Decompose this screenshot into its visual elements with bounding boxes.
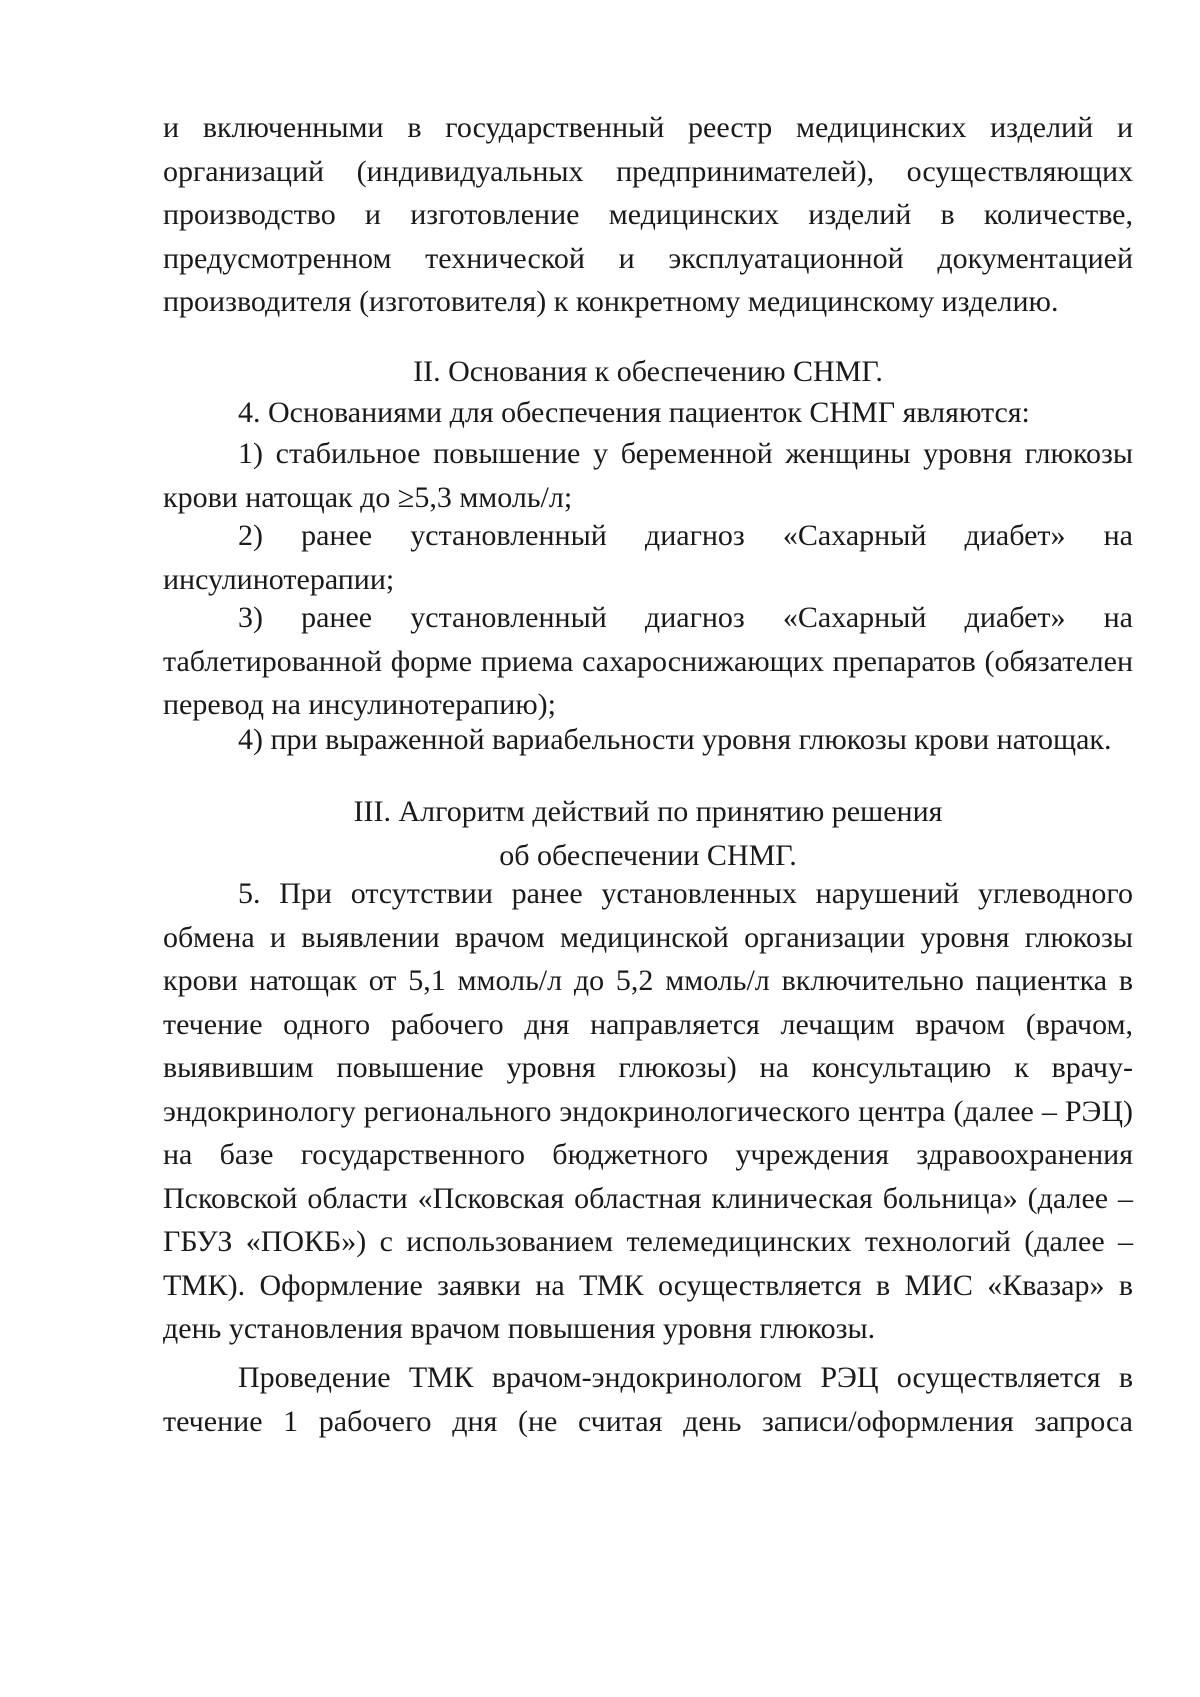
paragraph-4-item-2: 2) ранее установленный диагноз «Сахарный диабет» на инсулинотерапии; — [163, 519, 1133, 596]
paragraph-4-item-3: 3) ранее установленный диагноз «Сахарный диабет» на таблетированной форме приема сахароснижающих препаратов (обязателен перевод на инсулинотерапию); — [163, 601, 1133, 721]
paragraph-5: 5. При отсутствии ранее установленных нарушений углеводного обмена и выявлении врачом медицинской организации уровня глюкозы крови натощак от 5,1 ммоль/л до 5,2 ммоль/л включительно пациентка в течение одного рабочего дня направляется лечащим врачом (врачом, выявившим повышение уровня глюкозы) на консультацию к врачу-эндокринологу регионального эндокринологического центра (далее – РЭЦ) на базе государственного бюджетного учреждения здравоохранения Псковской области «Псковская областная клиническая больница» (далее – ГБУЗ «ПОКБ») с использованием телемедицинских технологий (далее – ТМК). Оформление заявки на ТМК осуществляется в МИС «Квазар» в день установления врачом повышения уровня глюкозы. — [163, 877, 1133, 1345]
paragraph-4-item-1: 1) стабильное повышение у беременной женщины уровня глюкозы крови натощак до ≥5,3 ммоль/л; — [163, 437, 1133, 514]
section-3-heading-line-2: об обеспечении СНМГ. — [499, 838, 797, 872]
paragraph-intro: и включенными в государственный реестр медицинских изделий и организаций (индивидуальных предпринимателей), осуществляющих производство и изготовление медицинских изделий в количестве, предусмотренном технической и эксплуатационной документацией производителя (изготовителя) к конкретному медицинскому изделию. — [163, 111, 1133, 318]
section-3-heading — [163, 790, 1133, 877]
section-2-heading: II. Основания к обеспечению СНМГ. — [413, 355, 883, 388]
paragraph-4: 4. Основаниями для обеспечения пациенток СНМГ являются: — [238, 396, 1030, 429]
section-3-heading-line-1: III. Алгоритм действий по принятию решения — [353, 795, 943, 828]
paragraph-6: Проведение ТМК врачом-эндокринологом РЭЦ осуществляется в течение 1 рабочего дня (не считая день записи/оформления запроса — [163, 1361, 1133, 1438]
paragraph-4-item-4: 4) при выраженной вариабельности уровня глюкозы крови натощак. — [238, 723, 1112, 756]
